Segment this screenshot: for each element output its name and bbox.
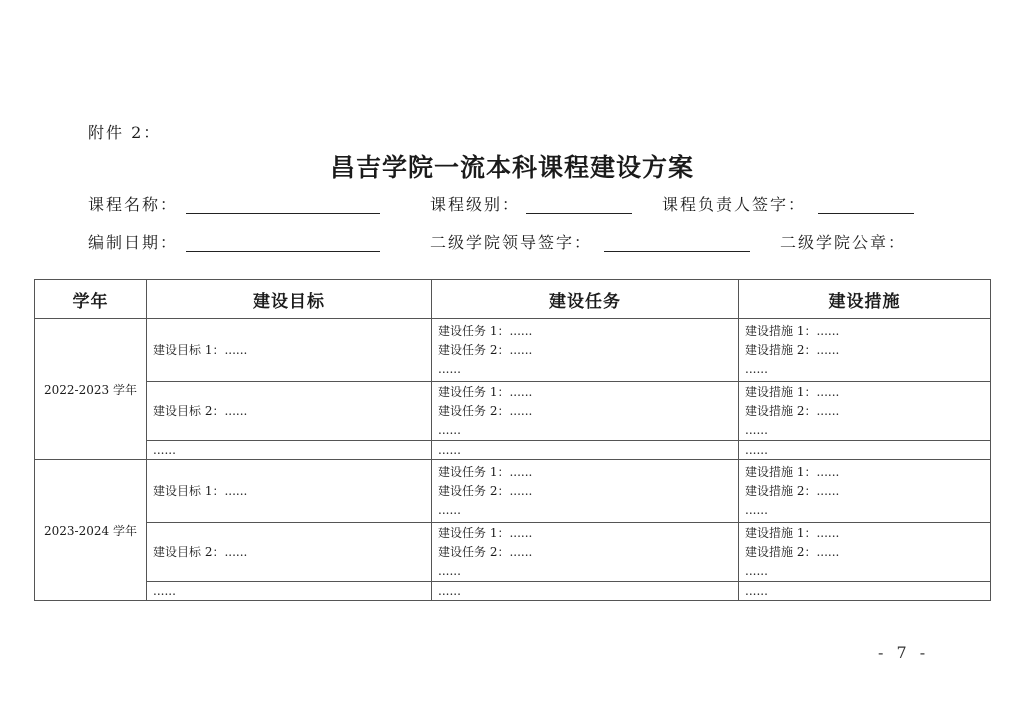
header-measure: 建设措施 xyxy=(739,280,991,319)
measure-line: 建设措施 2：...... xyxy=(745,342,840,357)
measure-cell xyxy=(739,523,991,582)
year-cell: 2022-2023 学年 xyxy=(35,319,147,460)
task-more-cell: ...... xyxy=(432,441,739,460)
attachment-label: 附件 2： xyxy=(88,123,162,142)
page-number: - 7 - xyxy=(878,643,930,662)
course-level-blank[interactable] xyxy=(526,213,632,214)
measure-line: ...... xyxy=(745,361,768,376)
measure-line: 建设措施 1：...... xyxy=(745,525,840,540)
task-line: 建设任务 2：...... xyxy=(438,403,533,418)
table-row xyxy=(35,460,991,523)
task-cell xyxy=(432,460,739,523)
measure-line: 建设措施 1：...... xyxy=(745,464,840,479)
college-leader-label: 二级学院领导签字： xyxy=(430,233,593,252)
measure-line: 建设措施 2：...... xyxy=(745,403,840,418)
task-cell xyxy=(432,382,739,441)
table-row xyxy=(35,441,991,460)
course-leader-label: 课程负责人签字： xyxy=(662,195,807,214)
table-header-row xyxy=(35,280,991,319)
course-leader-signature-blank[interactable] xyxy=(818,213,914,214)
form-row-2 xyxy=(88,230,948,254)
task-line: 建设任务 1：...... xyxy=(438,464,533,479)
goal-cell: 建设目标 2：...... xyxy=(147,382,432,441)
measure-cell xyxy=(739,460,991,523)
measure-line: ...... xyxy=(745,563,768,578)
measure-more-cell: ...... xyxy=(739,441,991,460)
table-row xyxy=(35,582,991,601)
task-line: 建设任务 2：...... xyxy=(438,544,533,559)
header-goal: 建设目标 xyxy=(147,280,432,319)
construction-plan-table xyxy=(34,279,991,601)
document-title: 昌吉学院一流本科课程建设方案 xyxy=(329,153,694,182)
header-task: 建设任务 xyxy=(432,280,739,319)
course-name-blank[interactable] xyxy=(186,213,380,214)
task-line: 建设任务 1：...... xyxy=(438,323,533,338)
measure-line: 建设措施 2：...... xyxy=(745,544,840,559)
college-seal-label: 二级学院公章： xyxy=(780,233,907,252)
task-more-cell: ...... xyxy=(432,582,739,601)
course-level-label: 课程级别： xyxy=(430,195,521,214)
measure-cell xyxy=(739,382,991,441)
goal-cell: 建设目标 1：...... xyxy=(147,319,432,382)
header-year: 学年 xyxy=(35,280,147,319)
task-line: 建设任务 2：...... xyxy=(438,483,533,498)
course-name-label: 课程名称： xyxy=(88,195,179,214)
table-row xyxy=(35,319,991,382)
college-leader-signature-blank[interactable] xyxy=(604,251,750,252)
compile-date-label: 编制日期： xyxy=(88,233,179,252)
measure-line: 建设措施 1：...... xyxy=(745,323,840,338)
measure-line: 建设措施 2：...... xyxy=(745,483,840,498)
table-row xyxy=(35,382,991,441)
task-line: 建设任务 2：...... xyxy=(438,342,533,357)
task-line: ...... xyxy=(438,422,461,437)
measure-more-cell: ...... xyxy=(739,582,991,601)
measure-line: 建设措施 1：...... xyxy=(745,384,840,399)
year-cell: 2023-2024 学年 xyxy=(35,460,147,601)
measure-line: ...... xyxy=(745,422,768,437)
compile-date-blank[interactable] xyxy=(186,251,380,252)
task-line: ...... xyxy=(438,502,461,517)
measure-cell xyxy=(739,319,991,382)
goal-more-cell: ...... xyxy=(147,441,432,460)
goal-more-cell: ...... xyxy=(147,582,432,601)
task-cell xyxy=(432,319,739,382)
task-line: ...... xyxy=(438,563,461,578)
measure-line: ...... xyxy=(745,502,768,517)
task-line: 建设任务 1：...... xyxy=(438,384,533,399)
form-row-1 xyxy=(88,192,948,216)
task-line: ...... xyxy=(438,361,461,376)
task-cell xyxy=(432,523,739,582)
goal-cell: 建设目标 2：...... xyxy=(147,523,432,582)
table-row xyxy=(35,523,991,582)
goal-cell: 建设目标 1：...... xyxy=(147,460,432,523)
task-line: 建设任务 1：...... xyxy=(438,525,533,540)
